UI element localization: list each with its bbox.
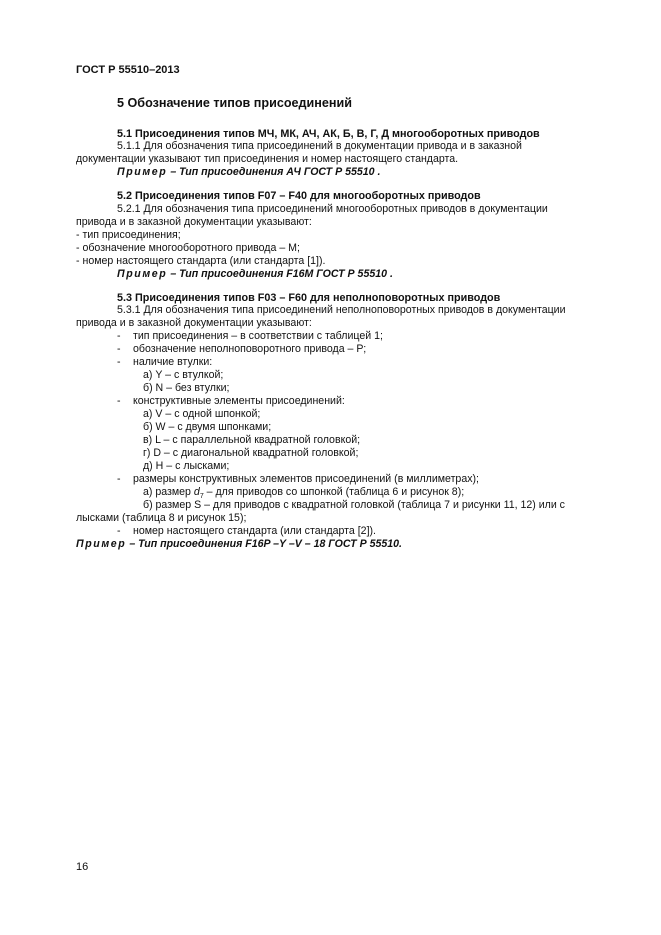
sub-list-item: а) V – с одной шпонкой; [143,408,261,420]
sub-list-item: б) N – без втулки; [143,382,230,394]
dash-marker: - [117,330,121,342]
subsection-title-5-3: 5.3 Присоединения типов F03 – F60 для неполноповоротных приводов [117,292,501,304]
dash-marker: - [117,395,121,407]
sub-list-item: б) размер S – для приводов с квадратной головкой (таблица 7 и рисунки 11, 12) или с [143,499,565,511]
document-header: ГОСТ Р 55510–2013 [76,64,180,76]
paragraph-5-2-1-line1: 5.2.1 Для обозначения типа присоединений многооборотных приводов в документации [117,203,548,215]
paragraph-5-1-1-line1: 5.1.1 Для обозначения типа присоединений в документации привода и в заказной [117,140,522,152]
example-5-2 [117,268,393,281]
sub-list-item: д) H – с лысками; [143,460,230,472]
list-item: тип присоединения – в соответствии с таблицей 1; [133,330,383,342]
subsection-title-5-1: 5.1 Присоединения типов МЧ, МК, АЧ, АК, Б, В, Г, Д многооборотных приводов [117,128,540,140]
sub-list-item: в) L – с параллельной квадратной головкой; [143,434,361,446]
sub-list-item: б) W – с двумя шпонками; [143,421,272,433]
paragraph-5-1-1-line2: документации указывают тип присоединения и номер настоящего стандарта. [76,153,459,165]
dash-marker: - [117,473,121,485]
list-item: - обозначение многооборотного привода – М; [76,242,300,254]
list-item: обозначение неполноповоротного привода – Р; [133,343,367,355]
variable-d: d [193,486,200,498]
paragraph-5-2-1-line2: привода и в заказной документации указывают: [76,216,312,228]
subsection-title-5-2: 5.2 Присоединения типов F07 – F40 для многооборотных приводов [117,190,481,202]
example-5-3 [76,538,402,551]
list-item: размеры конструктивных элементов присоединений (в миллиметрах); [133,473,479,485]
list-item: - номер настоящего стандарта (или стандарта [1]). [76,255,326,267]
list-item: наличие втулки: [133,356,213,368]
sub-list-text: – для приводов со шпонкой (таблица 6 и рисунок 8); [203,486,465,498]
variable-subscript: 7 [199,493,204,501]
sub-list-item: г) D – с диагональной квадратной головкой; [143,447,359,459]
sub-list-text: а) размер [143,486,194,498]
dash-marker: - [117,525,121,537]
paragraph-5-3-1-line1: 5.3.1 Для обозначения типа присоединений неполноповоротных приводов в документации [117,304,566,316]
list-item: - тип присоединения; [76,229,181,241]
example-label: Пример [76,538,127,550]
example-label: Пример [117,166,168,178]
example-text: – Тип присоединения F16M ГОСТ Р 55510 . [167,268,393,280]
list-item: номер настоящего стандарта (или стандарта [2]). [133,525,376,537]
page-number: 16 [76,861,89,873]
paragraph-5-3-1-line2: привода и в заказной документации указывают: [76,317,312,329]
sub-list-item-continued: лысками (таблица 8 и рисунок 15); [76,512,247,524]
example-5-1 [117,166,380,179]
example-text: – Тип присоединения F16P –Y –V – 18 ГОСТ Р 55510. [126,538,402,550]
example-text: – Тип присоединения АЧ ГОСТ Р 55510 . [167,166,381,178]
sub-list-item: а) Y – с втулкой; [143,369,224,381]
example-label: Пример [117,268,168,280]
section-title: 5 Обозначение типов присоединений [117,96,352,110]
list-item: конструктивные элементы присоединений: [133,395,345,407]
dash-marker: - [117,356,121,368]
dash-marker: - [117,343,121,355]
